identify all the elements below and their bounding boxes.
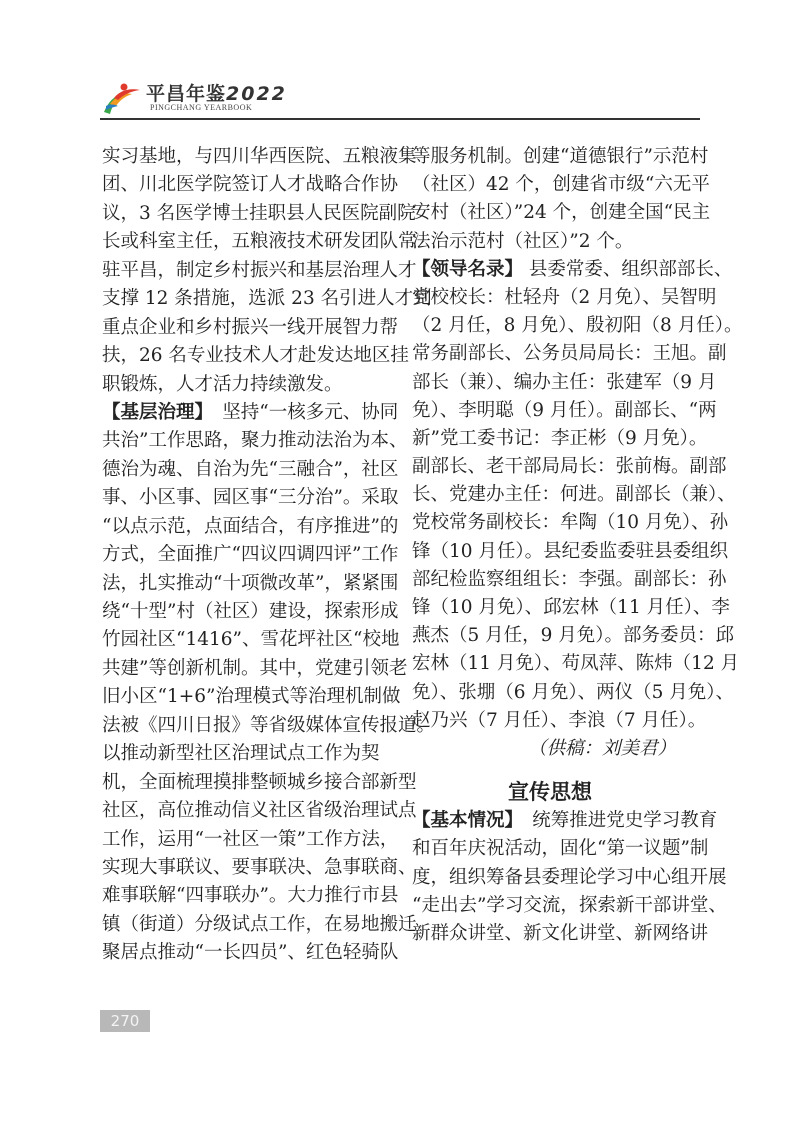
text-line: 免）、张堋（6 月免）、两仪（5 月免）、 [412,681,735,703]
text-line: 宏林（11 月免）、苟凤萍、陈炜（12 月 [412,653,740,675]
contributor-credit: （供稿：刘美君） [527,737,676,759]
text-line: 部长（兼）、编办主任：张建军（9 月 [412,371,717,393]
text-line: 支撑 12 条措施，选派 23 名引进人才到 [102,288,432,310]
text-line: 聚居点推动“一长四员”、红色轻骑队 [102,942,399,964]
yearbook-title-en: PINGCHANG YEARBOOK [150,103,253,112]
text-line: 驻平昌，制定乡村振兴和基层治理人才 [102,259,417,281]
text-line: 新”党工委书记：李正彬（9 月免）。 [412,427,708,449]
text-line: 镇（街道）分级试点工作，在易地搬迁 [102,913,417,935]
text-line: 共建”等创新机制。其中，党建引领老 [102,657,408,679]
text-line: “走出去”学习交流，探索新干部讲堂、 [412,894,727,916]
title-year: 2022 [226,83,287,105]
text-line: 绕“十型”村（社区）建设，探索形成 [102,601,399,622]
text-line: 扶，26 名专业技术人才赴发达地区挂 [102,345,409,367]
yearbook-logo-icon [100,82,142,116]
text-line: 等服务机制。创建“道德银行”示范村 [412,146,709,167]
left-column [102,143,436,968]
right-column [412,143,743,948]
text-line [412,807,718,835]
text-line: 共治”工作思路，聚力推动法治为本、 [102,430,408,452]
text-line: 重点企业和乡村振兴一线开展智力帮 [102,316,399,338]
text-line: 议，3 名医学博士挂职县人民医院副院 [102,202,416,224]
text-line: 机，全面梳理摸排整顿城乡接合部新型 [102,771,417,793]
text-line: 和百年庆祝活动，固化“第一议题”制 [412,838,709,860]
page-header [100,76,700,120]
paragraph-text: 坚持“一核多元、协同 [203,401,399,423]
paragraph-heading: 【基本情况】 [412,810,514,832]
text-line [102,399,399,427]
text-line: 社区，高位推动信义社区省级治理试点 [102,800,417,822]
text-line: 事、小区事、园区事“三分治”。采取 [102,487,399,509]
text-line: 锋（10 月免）、邱宏林（11 月任）、李 [412,597,730,618]
text-line: 副部长、老干部局局长：张前梅。副部 [412,456,727,478]
text-line: 实现大事联议、要事联决、急事联商、 [102,856,417,878]
text-line: 党校常务副校长：牟陶（10 月免）、孙 [412,512,729,534]
header-rule [100,118,700,120]
text-line: 安村（社区）”24 个，创建全国“民主 [412,202,711,224]
text-line: 免）、李明聪（9 月任）。副部长、“两 [412,399,717,421]
text-line: （2 月任，8 月免）、殷初阳（8 月任）。 [412,315,743,337]
text-line: “以点示范，点面结合，有序推进”的 [102,515,399,537]
text-line: 法治示范村（社区）”2 个。 [412,230,634,252]
text-line: 燕杰（5 月任，9 月免）。部务委员：邱 [412,625,735,647]
section-title: 宣传思想 [508,780,592,805]
text-line: 团、川北医学院签订人才战略合作协 [102,174,399,196]
text-line: 法，扎实推动“十项微改革”，紧紧围 [102,572,399,594]
text-line: 以推动新型社区治理试点工作为契 [102,743,380,765]
text-line: 常务副部长、公务员局局长：王旭。副 [412,343,727,365]
text-line: 赵乃兴（7 月任）、李浪（7 月任）。 [412,709,707,731]
text-line: 方式，全面推广“四议四调四评”工作 [102,544,399,566]
paragraph-heading: 【基层治理】 [102,401,204,423]
text-line: 实习基地，与四川华西医院、五粮液集 [102,146,417,167]
text-line: 难事联解“四事联办”。大力推行市县 [102,885,399,907]
text-line: （社区）42 个，创建省市级“六无平 [412,174,710,196]
text-line: 锋（10 月任）。县纪委监委驻县委组织 [412,540,729,562]
text-line: 旧小区“1+6”治理模式等治理机制做 [102,686,401,708]
text-line: 党校校长：杜轻舟（2 月免）、吴智明 [412,286,717,308]
text-line: 工作，运用“一社区一策”工作方法， [102,828,399,850]
paragraph-text: 县委常委、组织部部长、 [523,258,733,280]
text-line: 度，组织筹备县委理论学习中心组开展 [412,866,727,888]
text-line: 部纪检监察组组长：李强。副部长：孙 [412,568,727,590]
text-line: 长、党建办主任：何进。副部长（兼）、 [412,484,736,506]
text-line: 竹园社区“1416”、雪花坪社区“校地 [102,629,400,651]
text-line: 法被《四川日报》等省级媒体宣传报道。 [102,714,436,736]
text-line: 长或科室主任，五粮液技术研发团队常 [102,231,417,253]
text-line: 职锻炼，人才活力持续激发。 [102,373,343,395]
text-line: 德治为魂、自治为先“三融合”，社区 [102,458,399,480]
text-line: 新群众讲堂、新文化讲堂、新网络讲 [412,922,709,944]
page-number: 270 [100,1010,150,1032]
yearbook-title [146,79,287,106]
paragraph-heading: 【领导名录】 [412,258,524,280]
paragraph-text: 统筹推进党史学习教育 [513,810,718,832]
title-cn: 平昌年鉴 [146,83,227,105]
text-line [412,256,733,284]
